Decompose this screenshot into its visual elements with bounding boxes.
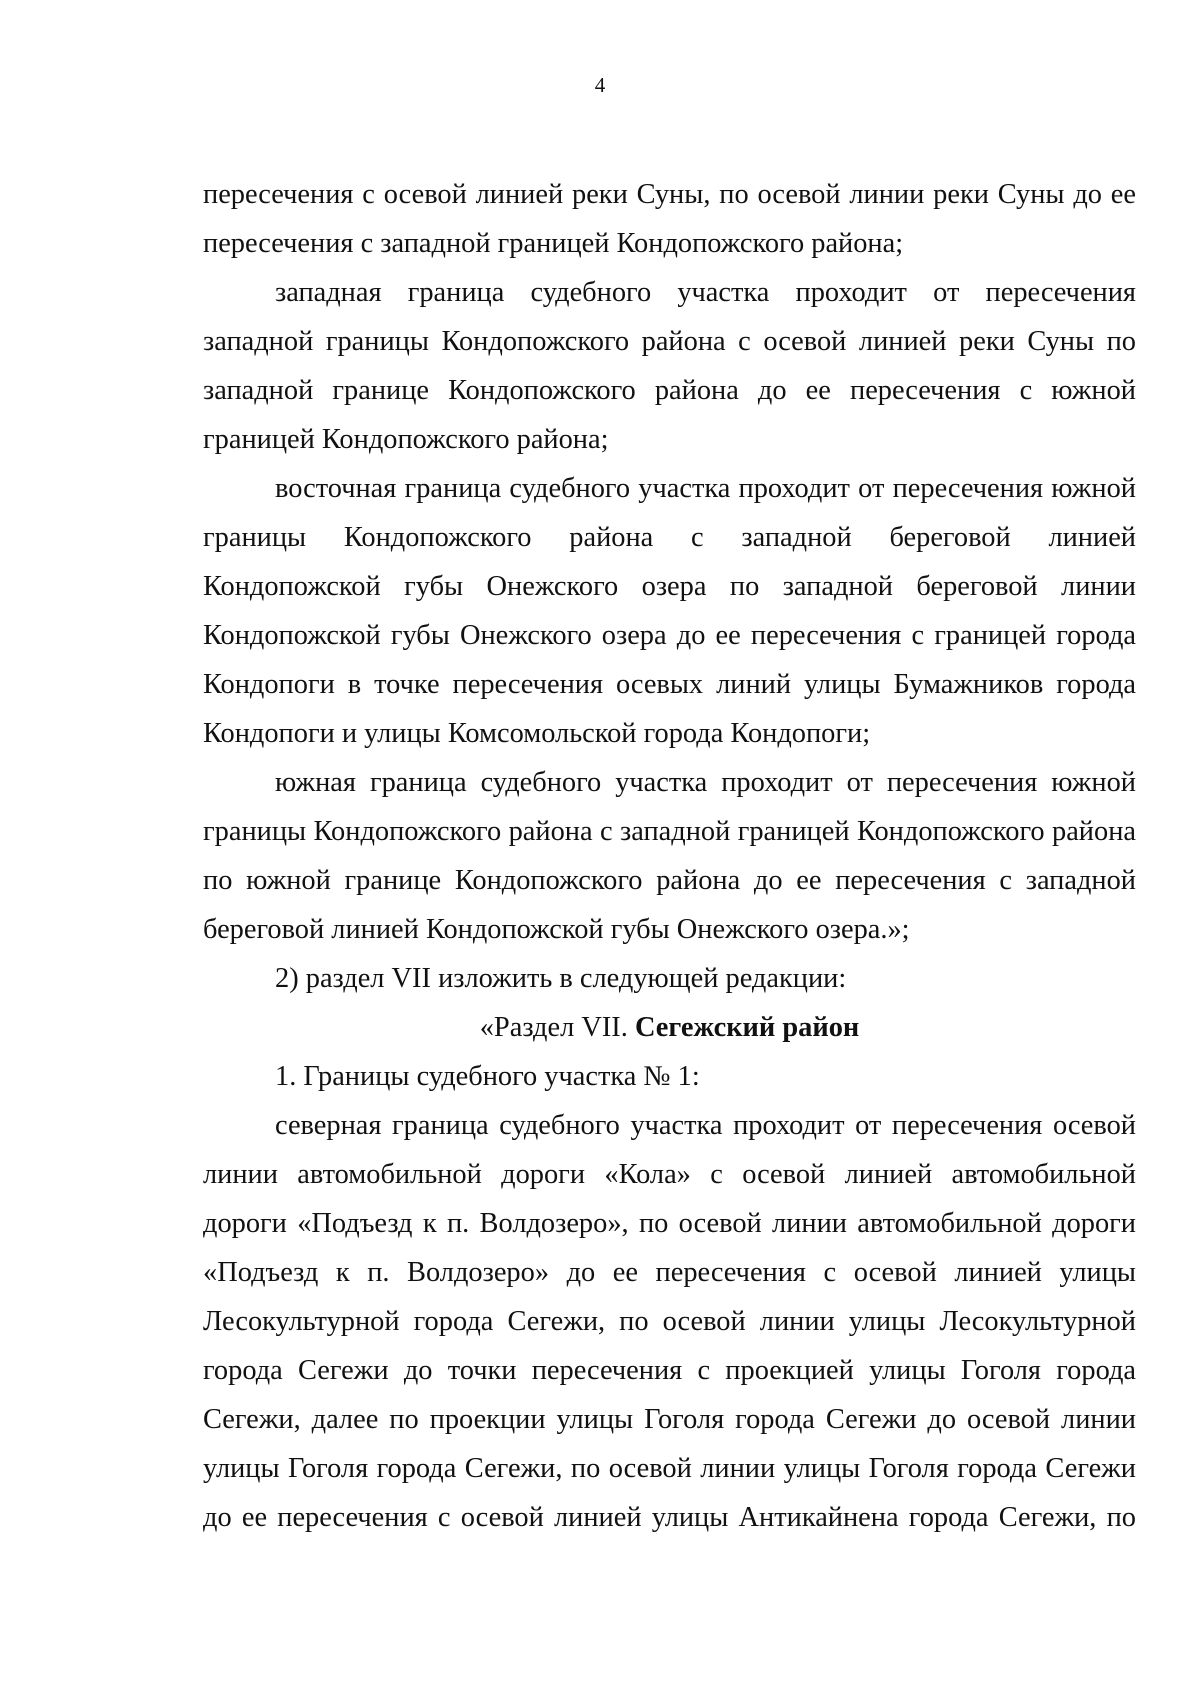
- paragraph-amendment-item: 2) раздел VII изложить в следующей редакции:: [275, 963, 847, 994]
- paragraph-continuation: пересечения с осевой линией реки Суны, по осевой линии реки Суны до ее пересечения с западной границей Кондопожского района;: [203, 179, 1136, 259]
- section-heading-prefix: «Раздел VII.: [479, 1012, 635, 1043]
- paragraph-district-boundaries-title: 1. Границы судебного участка № 1:: [275, 1061, 700, 1092]
- paragraph-northern-boundary: северная граница судебного участка проходит от пересечения осевой линии автомобильной дороги «Кола» с осевой линией автомобильной дороги «Подъезд к п. Волдозеро», по осевой линии автомобильной дороги «Подъезд к п. Волдозеро» до ее пересечения с осевой линией улицы Лесокультурной города Сегежи, по осевой линии улицы Лесокультурной города Сегежи до точки пересечения с проекцией улицы Гоголя города Сегежи, далее по проекции улицы Гоголя города Сегежи до осевой линии улицы Гоголя города Сегежи, по осевой линии улицы Гоголя города Сегежи до ее пересечения с осевой линией улицы Антикайнена города Сегежи, по: [203, 1110, 1136, 1533]
- section-heading-title: Сегежский район: [634, 1012, 860, 1043]
- section-heading: [203, 1003, 1136, 1052]
- paragraph-eastern-boundary: восточная граница судебного участка проходит от пересечения южной границы Кондопожского района с западной береговой линией Кондопожской губы Онежского озера по западной береговой линии Кондопожской губы Онежского озера до ее пересечения с границей города Кондопоги в точке пересечения осевых линий улицы Бумажников города Кондопоги и улицы Комсомольской города Кондопоги;: [203, 473, 1136, 749]
- paragraph-western-boundary: западная граница судебного участка проходит от пересечения западной границы Кондопожского района с осевой линией реки Суны по западной границе Кондопожского района до ее пересечения с южной границей Кондопожского района;: [203, 277, 1136, 455]
- page-number: 4: [594, 73, 606, 97]
- document-body: [203, 170, 1136, 1542]
- paragraph-southern-boundary: южная граница судебного участка проходит от пересечения южной границы Кондопожского района с западной границей Кондопожского района по южной границе Кондопожского района до ее пересечения с западной береговой линией Кондопожской губы Онежского озера.»;: [203, 767, 1136, 945]
